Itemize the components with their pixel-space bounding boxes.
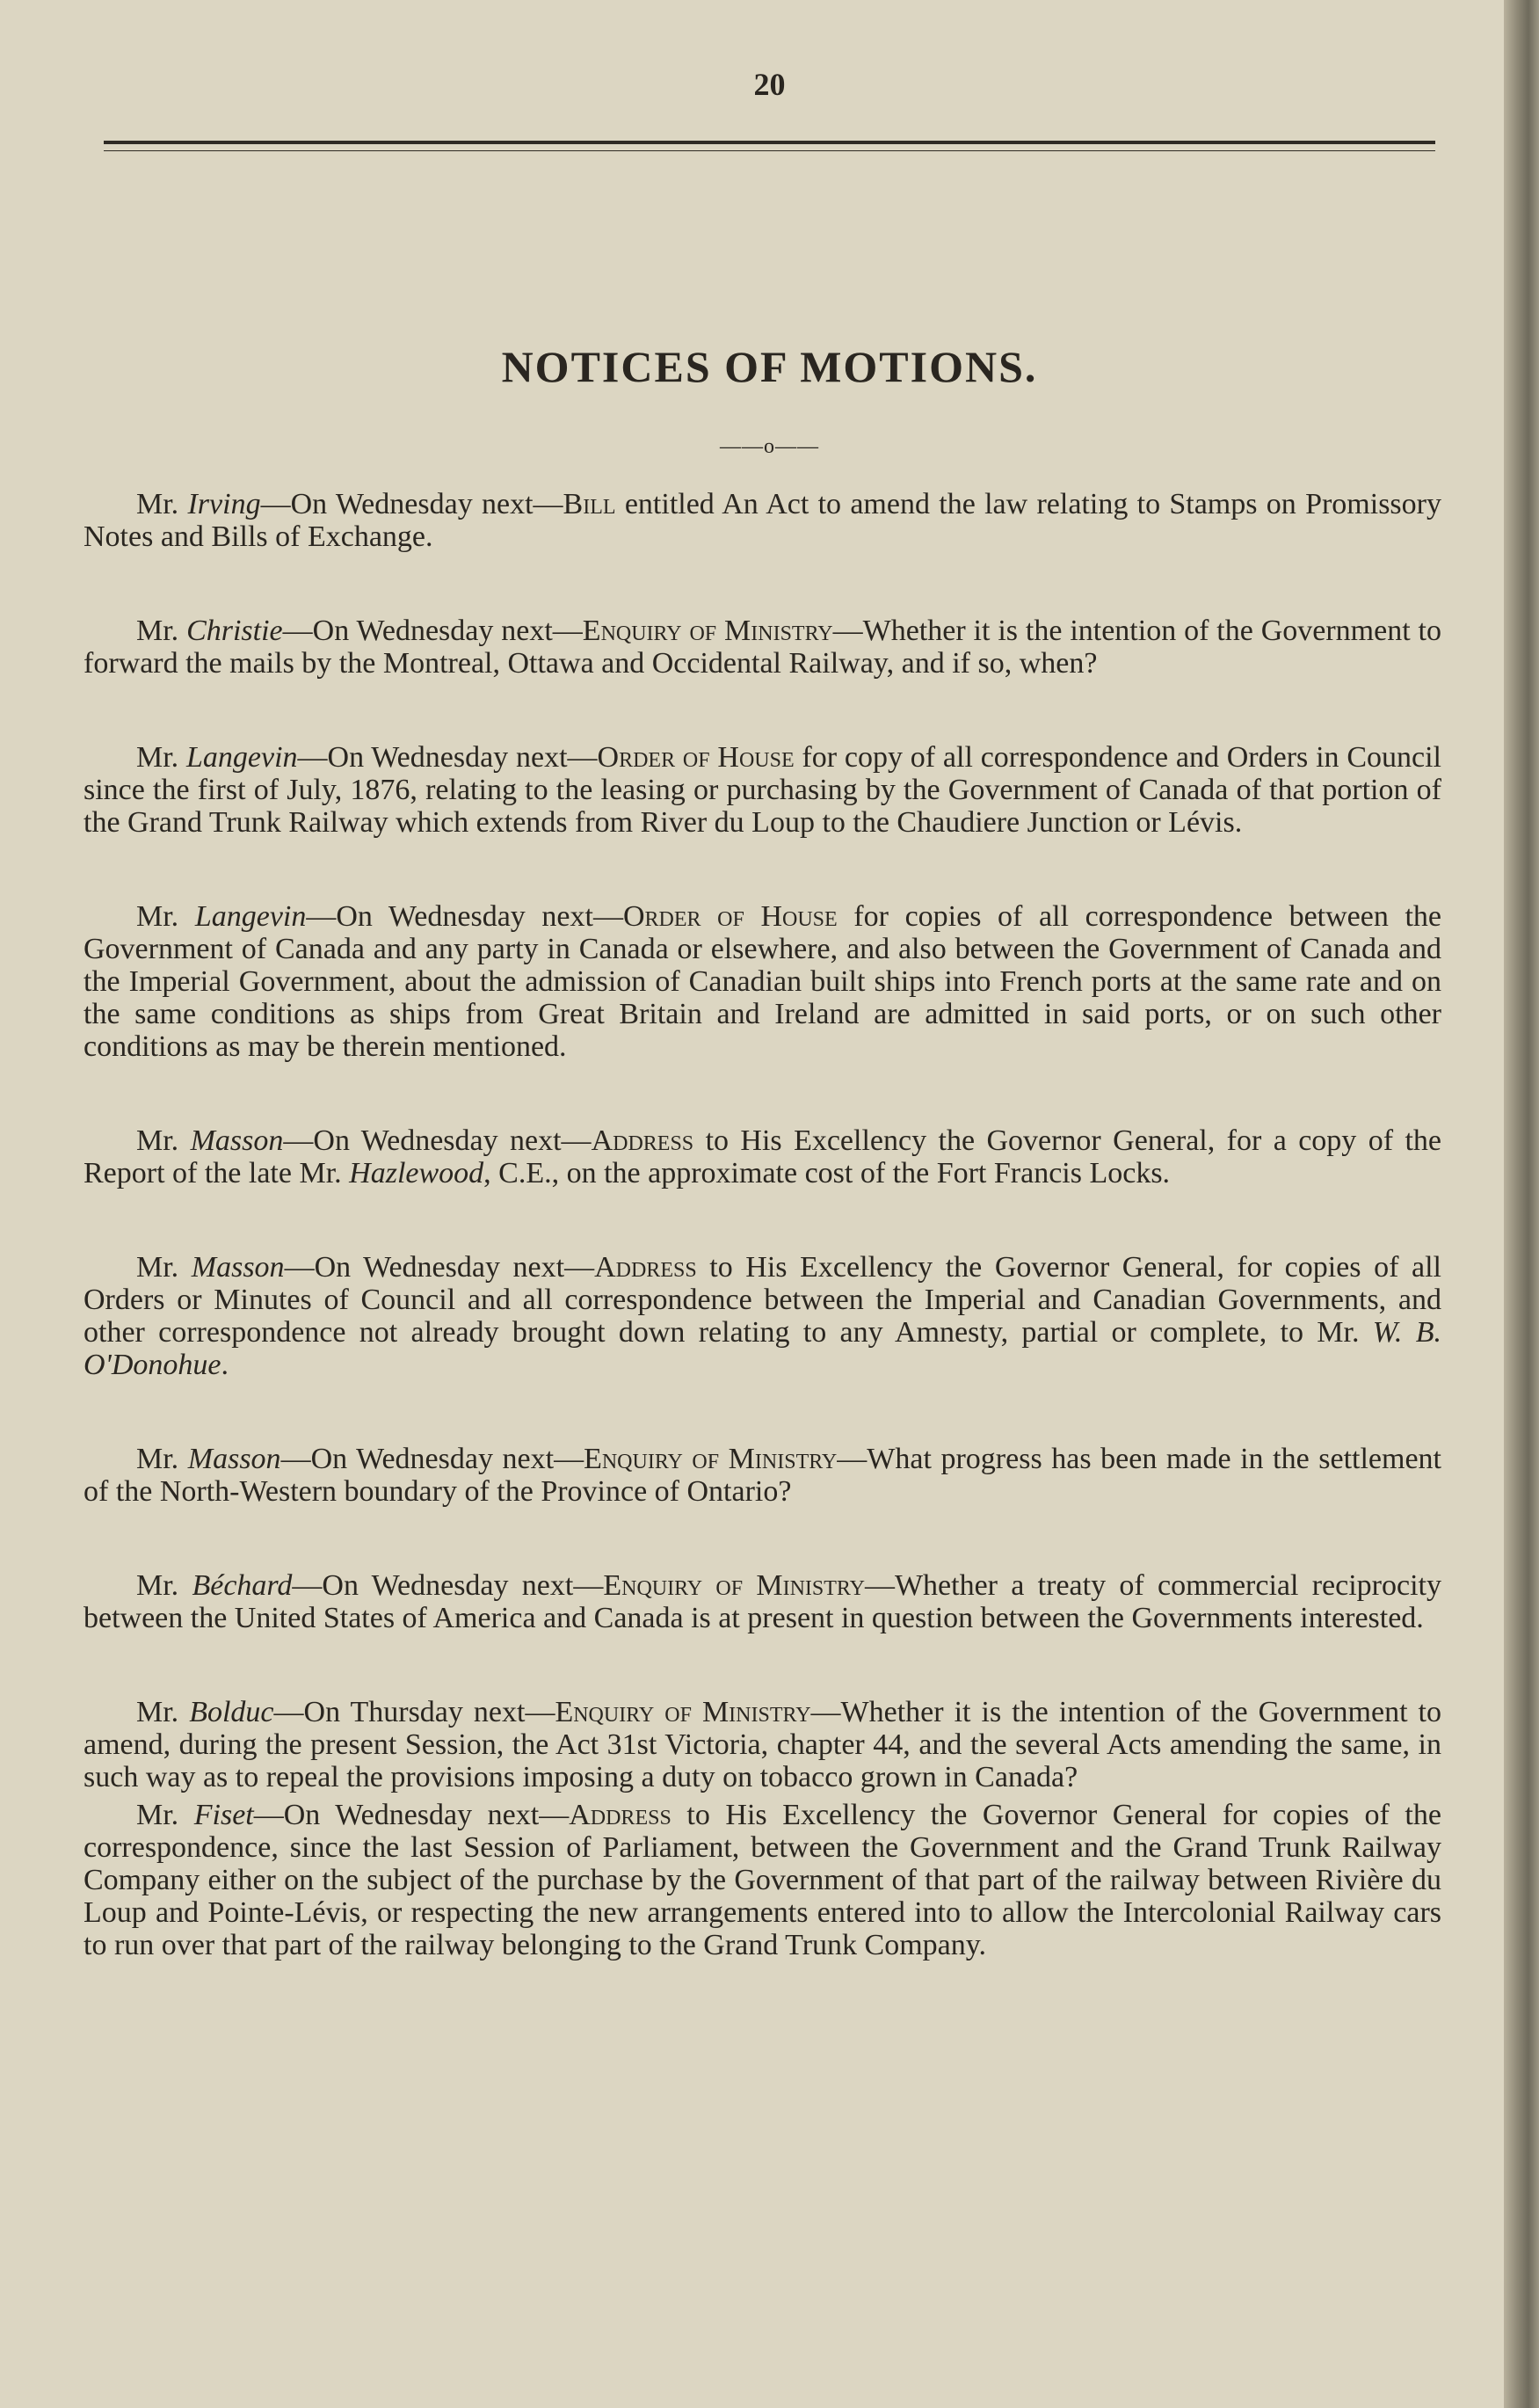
motion-day: —On Thursday next— <box>273 1696 555 1728</box>
motion-italic-name: W. B. O'Donohue <box>83 1316 1441 1381</box>
motion-text: —What progress has been made in the settlement of the North-Western boundary of the Province of Ontario? <box>83 1443 1441 1508</box>
motion-type: Enquiry of Ministry <box>555 1696 811 1728</box>
motion-mr: Mr. <box>136 615 187 647</box>
motion-member: Langevin <box>186 741 298 774</box>
motion-type: Bill <box>563 488 616 520</box>
motion-item <box>83 615 1441 680</box>
motion-member: Langevin <box>194 900 307 933</box>
motion-day: —On Wednesday next— <box>283 1124 592 1157</box>
motion-text: entitled An Act to amend the law relating to Stamps on Promissory Notes and Bills of Exchange. <box>83 488 1441 553</box>
motion-type: Order of House <box>597 741 795 774</box>
motion-day: —On Wednesday next— <box>297 741 598 774</box>
motion-member: Irving <box>187 488 261 520</box>
motion-day: —On Wednesday next— <box>260 488 563 520</box>
title-ornament: ——o—— <box>720 435 819 458</box>
motion-mr: Mr. <box>136 1251 192 1284</box>
motion-mr: Mr. <box>136 1569 192 1602</box>
motion-mr: Mr. <box>136 1443 188 1475</box>
motion-item <box>83 1124 1441 1189</box>
motion-type: Address <box>569 1799 671 1831</box>
motion-member: Christie <box>186 615 283 647</box>
motion-day: —On Wednesday next— <box>292 1569 604 1602</box>
motions-list <box>83 488 1441 2023</box>
motion-item <box>83 741 1441 839</box>
motion-day: —On Wednesday next— <box>282 615 583 647</box>
motion-item <box>83 900 1441 1063</box>
motion-text: —Whether it is the intention of the Government to forward the mails by the Montreal, Ottawa and Occidental Railway, and if so, when? <box>83 615 1442 680</box>
motion-mr: Mr. <box>136 1799 194 1831</box>
motion-item <box>83 1569 1441 1634</box>
motion-mr: Mr. <box>136 488 188 520</box>
motion-day: —On Wednesday next— <box>284 1251 595 1284</box>
motion-type: Order of House <box>622 900 838 933</box>
motion-item <box>83 1251 1441 1381</box>
header-rule-thick <box>104 141 1435 144</box>
book-spine-edge <box>1504 0 1539 2408</box>
motion-text: to His Excellency the Governor General, for copies of all Orders or Minutes of Council and all correspondence between the Imperial and Canadian Governments, and other correspondence not already brought down relating to any Amnesty, partial or complete, to Mr. <box>83 1251 1441 1349</box>
motion-text: to His Excellency the Governor General, for a copy of the Report of the late Mr. <box>83 1124 1441 1189</box>
motion-type: Address <box>594 1251 697 1284</box>
motion-italic-name: Hazlewood <box>349 1157 484 1189</box>
motion-item <box>83 1799 1441 1961</box>
motion-text: for copies of all correspondence between the Government of Canada and any party in Canada or elsewhere, and also between the Government of Canada and the Imperial Government, about the admission of Canadian built ships into French ports at the same rate and on the same conditions as ships from Great Britain and Ireland are admitted in said ports, or on such other conditions as may be therein mentioned. <box>83 900 1442 1063</box>
motion-type: Enquiry of Ministry <box>582 615 833 647</box>
motion-text: for copy of all correspondence and Orders in Council since the first of July, 1876, relating to the leasing or purchasing by the Government of Canada of that portion of the Grand Trunk Railway which extends from River du Loup to the Chaudiere Junction or Lévis. <box>83 741 1442 839</box>
motion-day: —On Wednesday next— <box>280 1443 584 1475</box>
motion-item <box>83 1443 1441 1508</box>
motion-day: —On Wednesday next— <box>253 1799 570 1831</box>
motion-mr: Mr. <box>136 900 195 933</box>
motion-item <box>83 488 1441 553</box>
motion-text: to His Excellency the Governor General for copies of the correspondence, since the last Session of Parliament, between the Government and the Grand Trunk Railway Company either on the subject of the purchase by the Government of that part of the railway between Rivière du Loup and Pointe-Lévis, or respecting the new arrangements entered into to allow the Intercolonial Railway cars to run over that part of the railway belonging to the Grand Trunk Company. <box>83 1799 1441 1961</box>
motion-day: —On Wednesday next— <box>306 900 623 933</box>
motion-member: Bolduc <box>189 1696 274 1728</box>
motion-mr: Mr. <box>136 1696 190 1728</box>
page-title: NOTICES OF MOTIONS. <box>501 342 1038 391</box>
page-number: 20 <box>753 67 786 102</box>
motion-mr: Mr. <box>136 1124 191 1157</box>
motion-mr: Mr. <box>136 741 186 774</box>
motion-member: Masson <box>190 1124 284 1157</box>
motion-type: Enquiry of Ministry <box>584 1443 838 1475</box>
motion-text: —Whether it is the intention of the Government to amend, during the present Session, the Act 31st Victoria, chapter 44, and the several Acts amending the same, in such way as to repeal the provisions imposing a duty on tobacco grown in Canada? <box>83 1696 1441 1793</box>
motion-member: Masson <box>187 1443 281 1475</box>
motion-member: Béchard <box>192 1569 293 1602</box>
motion-text: —Whether a treaty of commercial reciprocity between the United States of America and Canada is at present in question between the Governments interested. <box>83 1569 1441 1634</box>
motion-member: Fiset <box>193 1799 254 1831</box>
header-rule-thin <box>104 150 1435 151</box>
motion-type: Enquiry of Ministry <box>603 1569 865 1602</box>
motion-type: Address <box>591 1124 694 1157</box>
motion-text-end: , C.E., on the approximate cost of the Fort Francis Locks. <box>483 1157 1171 1189</box>
motion-text-end: . <box>221 1349 229 1381</box>
motion-member: Masson <box>191 1251 285 1284</box>
motion-item <box>83 1696 1441 1793</box>
